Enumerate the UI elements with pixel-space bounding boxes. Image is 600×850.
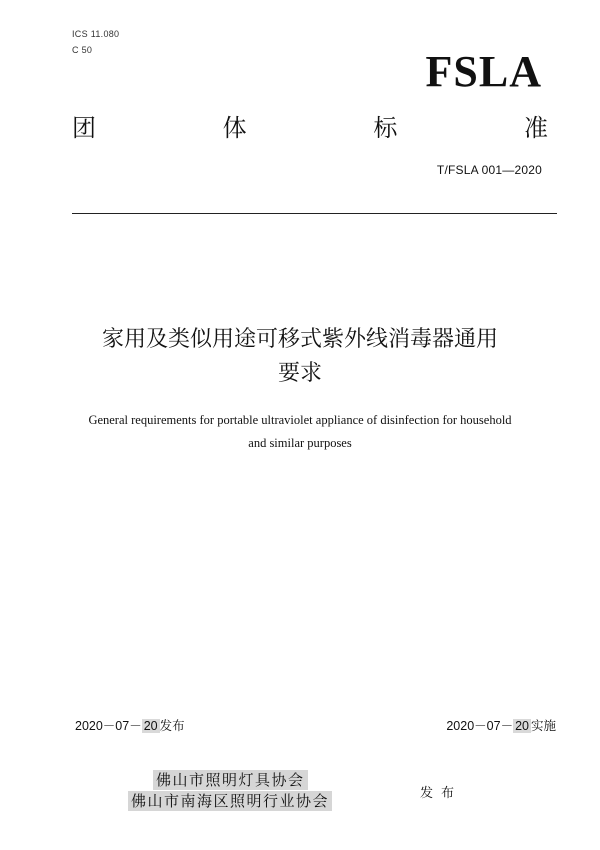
ccs-code: C 50 (72, 45, 93, 55)
implementation-date-day: 20 (515, 719, 529, 733)
standard-number: T/FSLA 001—2020 (436, 163, 542, 177)
issue-date-prefix: 2020－07－ (75, 719, 142, 733)
title-zh-line1: 家用及类似用途可移式紫外线消毒器通用 (101, 327, 498, 352)
standard-type-char: 体 (222, 114, 247, 142)
publish-label: 发布 (420, 786, 463, 801)
issuer-org-2: 佛山市南海区照明行业协会 (128, 791, 332, 811)
issuer-org-1: 佛山市照明灯具协会 (153, 770, 308, 790)
implementation-date-label: 实施 (530, 719, 556, 733)
standard-type-char: 准 (523, 114, 548, 142)
standard-type (72, 116, 548, 140)
issue-date-day: 20 (143, 719, 158, 733)
header-divider (72, 213, 557, 214)
implementation-date-prefix: 2020－07－ (446, 719, 514, 733)
ics-code: ICS 11.080 (72, 29, 120, 39)
title-en-line1: General requirements for portable ultraviolet appliance of disinfection for household (88, 413, 512, 427)
title-en-line2: and similar purposes (248, 436, 352, 450)
implementation-date (446, 718, 556, 734)
fsla-logo: FSLA (425, 47, 542, 96)
issue-date-label: 发布 (159, 719, 185, 733)
standard-type-char: 标 (373, 114, 398, 142)
title-zh-line2: 要求 (277, 361, 322, 386)
issue-date (75, 718, 185, 734)
standard-type-char: 团 (72, 114, 96, 142)
